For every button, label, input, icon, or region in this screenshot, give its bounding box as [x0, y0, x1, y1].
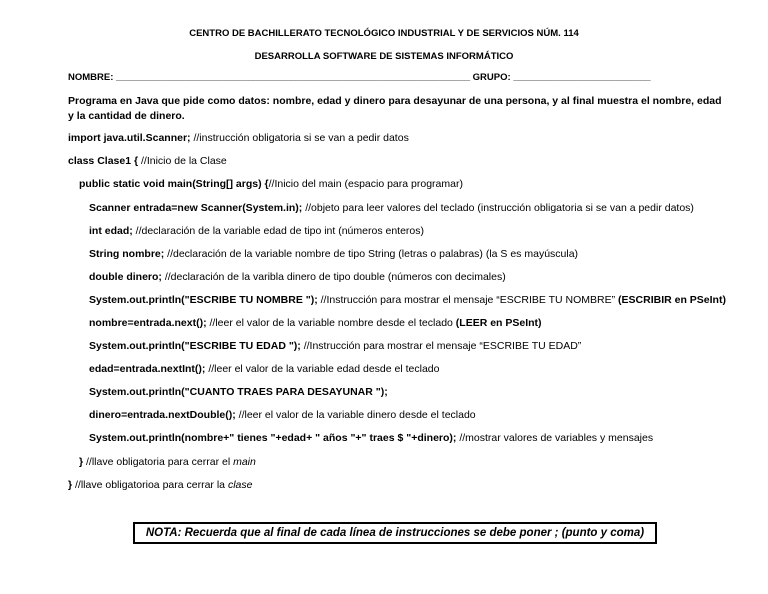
group-label: GRUPO:	[472, 72, 511, 83]
code-line: System.out.println(nombre+" tienes "+edad+ " años "+" traes $ "+dinero); //mostrar valores de variables y mensajes	[89, 432, 654, 444]
code-line: System.out.println("CUANTO TRAES PARA DESAYUNAR ");	[89, 386, 388, 398]
code-line: edad=entrada.nextInt(); //leer el valor de la variable edad desde el teclado	[89, 363, 440, 375]
name-group-row	[68, 72, 651, 83]
code-line: dinero=entrada.nextDouble(); //leer el valor de la variable dinero desde el teclado	[89, 409, 476, 421]
school-name: CENTRO DE BACHILLERATO TECNOLÓGICO INDUSTRIAL Y DE SERVICIOS NÚM. 114	[189, 28, 579, 39]
close-class-line: } //llave obligatorioa para cerrar la clase	[68, 479, 253, 491]
code-line: import java.util.Scanner; //instrucción obligatoria si se van a pedir datos	[68, 132, 409, 144]
code-line: Scanner entrada=new Scanner(System.in); //objeto para leer valores del teclado (instrucción obligatoria si se van a pedir datos)	[89, 202, 694, 214]
code-line: System.out.println("ESCRIBE TU NOMBRE "); //Instrucción para mostrar el mensaje “ESCRIBE TU NOMBRE” (ESCRIBIR en PSeInt)	[89, 294, 726, 306]
program-description: Programa en Java que pide como datos: nombre, edad y dinero para desayunar de una persona, y al final muestra el nombre, edad y la cantidad de dinero.	[68, 95, 722, 122]
subject-title: DESARROLLA SOFTWARE DE SISTEMAS INFORMÁTICO	[254, 51, 514, 62]
name-blank: ___________________________________________________________________	[116, 72, 471, 83]
code-line: String nombre; //declaración de la variable nombre de tipo String (letras o palabras) (la S es mayúscula)	[89, 248, 579, 260]
code-line: int edad; //declaración de la variable edad de tipo int (números enteros)	[89, 225, 425, 237]
close-main-line: } //llave obligatoria para cerrar el main	[79, 456, 256, 468]
group-blank: __________________________	[513, 72, 651, 83]
code-line: System.out.println("ESCRIBE TU EDAD "); //Instrucción para mostrar el mensaje “ESCRIBE TU EDAD”	[89, 340, 582, 352]
code-line: class Clase1 { //Inicio de la Clase	[68, 155, 227, 167]
code-line: public static void main(String[] args) {//Inicio del main (espacio para programar)	[79, 178, 463, 190]
name-label: NOMBRE:	[68, 72, 114, 83]
code-line: nombre=entrada.next(); //leer el valor de la variable nombre desde el teclado (LEER en PSeInt)	[89, 317, 542, 329]
semicolon-note: NOTA: Recuerda que al final de cada línea de instrucciones se debe poner ; (punto y coma)	[133, 522, 657, 544]
code-line: double dinero; //declaración de la varibla dinero de tipo double (números con decimales)	[89, 271, 506, 283]
